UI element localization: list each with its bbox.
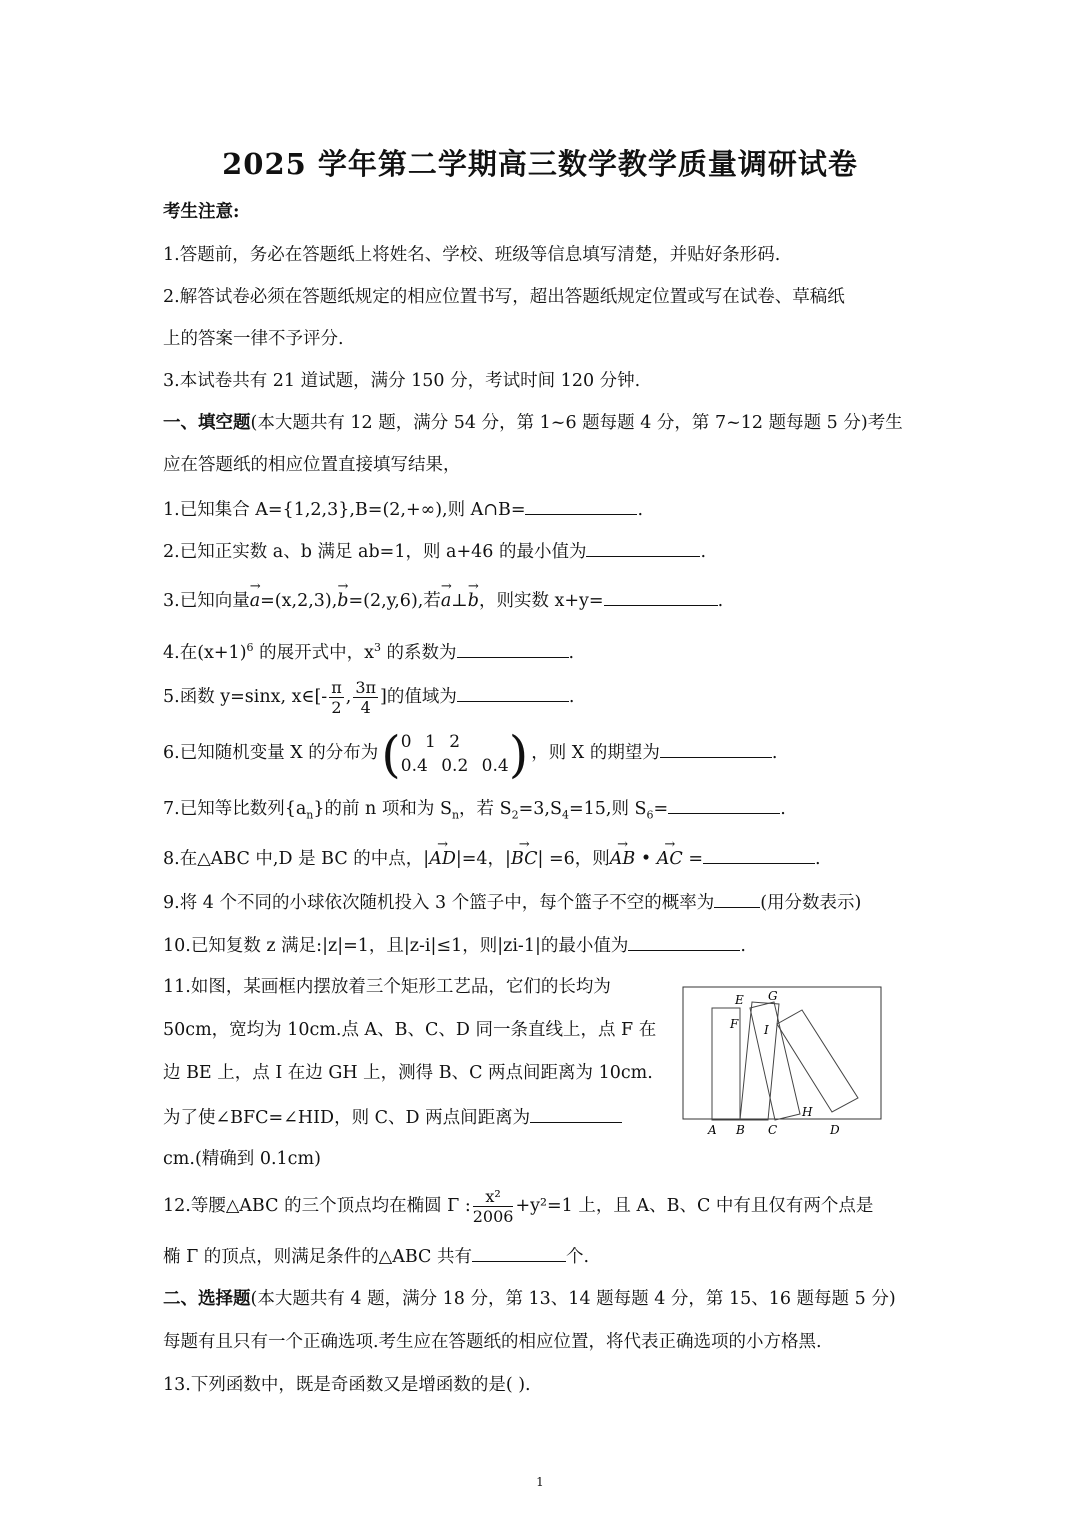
fraction-numerator: π	[331, 678, 342, 697]
craft-rect-2	[740, 1002, 779, 1120]
subscript-n: n	[451, 808, 460, 822]
question-7-text-b: }的前 n 项和为 S	[313, 799, 452, 819]
question-13: 13.下列函数中，既是奇函数又是增函数的是( ).	[163, 1375, 531, 1395]
vector-b: → b	[337, 589, 348, 613]
question-3: 3.已知向量→ a=(x,2,3),→ b=(2,y,6),若→ a⊥→ b，则实数 x+y= .	[163, 587, 723, 613]
label-C: C	[768, 1123, 778, 1137]
answer-blank-11[interactable]	[530, 1104, 622, 1123]
section1-heading: 一、填空题	[163, 413, 251, 433]
question-11-line-3: 边 BE 上，点 I 在边 GH 上，测得 B、C 两点间距离为 10cm.	[163, 1063, 653, 1083]
notice-item-2-cont: 上的答案一律不予评分.	[163, 329, 344, 349]
question-7-text-a: 7.已知等比数列{a	[163, 799, 307, 819]
answer-blank-7[interactable]	[668, 795, 780, 814]
question-8-text-c: | =6，则	[537, 849, 610, 869]
question-3-text-e: ，则实数 x+y=	[478, 591, 604, 611]
question-5: 5.函数 y=sinx, x∈[- $\frac{\pi}{2}$ , $\frac{3\pi}{4}$ ]的值域为 .	[163, 678, 575, 717]
question-8-text-a: 8.在△ABC 中,D 是 BC 的中点，|	[163, 849, 430, 869]
question-7-text-c: ，若 S	[459, 799, 512, 819]
section2-desc-cont: 每题有且只有一个正确选项.考生应在答题纸的相应位置，将代表正确选项的小方格黑.	[163, 1332, 822, 1352]
fraction-numerator: x²	[473, 1187, 514, 1207]
question-6-text-a: 6.已知随机变量 X 的分布为	[163, 743, 379, 763]
question-12-text-a: 12.等腰△ABC 的三个顶点均在椭圆 Γ :	[163, 1196, 471, 1216]
question-4: 4.在$(x+1)^6$ 的展开式中，$x^3$ 的系数为 .	[163, 636, 574, 665]
question-3-text-a: 3.已知向量	[163, 591, 250, 611]
answer-blank-10[interactable]	[628, 932, 740, 951]
answer-blank-3[interactable]	[604, 587, 718, 606]
perp-symbol: ⊥	[451, 591, 468, 611]
question-3-text-c: =(2,y,6),若	[348, 591, 441, 611]
vector-BC: → BC	[511, 847, 538, 871]
label-H: H	[802, 1105, 813, 1119]
subscript-6: 6	[646, 808, 654, 822]
fraction-numerator: 3π	[355, 678, 377, 697]
q11-figure	[682, 986, 882, 1137]
answer-blank-12[interactable]	[472, 1243, 566, 1262]
label-B: B	[736, 1123, 745, 1137]
question-10: 10.已知复数 z 满足:|z|=1，且|z-i|≤1，则|zi-1|的最小值为 .	[163, 932, 746, 958]
question-8-text-b: |=4，|	[455, 849, 511, 869]
craft-rect-2b	[750, 1002, 800, 1120]
notice-item-1: 1.答题前，务必在答题纸上将姓名、学校、班级等信息填写清楚，并贴好条形码.	[163, 245, 781, 265]
vector-AD: → AD	[429, 847, 456, 871]
answer-blank-9[interactable]	[714, 889, 760, 908]
fraction-pi-over-2	[329, 678, 344, 717]
dot-product: •	[635, 849, 657, 869]
exponent-3: 3	[373, 641, 381, 654]
vector-a: → a	[250, 589, 260, 613]
matrix-row-probabilities: 0.4 0.2 0.4	[400, 756, 509, 776]
question-11-line-4	[163, 1104, 622, 1130]
question-12-text-c: 椭 Γ 的顶点，则满足条件的△ABC 共有	[163, 1247, 473, 1267]
label-E: E	[735, 993, 744, 1007]
section1-header	[163, 411, 903, 435]
question-12-text-b: +y²=1 上，且 A、B、C 中有且仅有两个点是	[515, 1196, 874, 1216]
fraction-denominator: 2	[331, 698, 342, 717]
vector-AB: → AB	[610, 847, 636, 871]
answer-blank-2[interactable]	[586, 538, 700, 557]
section2-header	[163, 1287, 896, 1311]
fraction-3pi-over-4	[353, 678, 378, 717]
subscript-2: 2	[511, 808, 519, 822]
label-D: D	[830, 1123, 840, 1137]
fraction-denominator: 4	[360, 698, 371, 717]
question-10-text: 10.已知复数 z 满足:|z|=1，且|z-i|≤1，则|zi-1|的最小值为	[163, 936, 629, 956]
question-9-tail: (用分数表示)	[760, 893, 862, 913]
subscript-n: n	[306, 808, 314, 822]
notice-heading: 考生注意:	[163, 202, 240, 222]
question-1-text: 1.已知集合 A={1,2,3},B=(2,+∞),则 A∩B=	[163, 500, 526, 520]
answer-blank-5[interactable]	[457, 683, 569, 702]
question-7-text-f: =	[653, 799, 669, 819]
question-2: 2.已知正实数 a、b 满足 ab=1，则 a+46 的最小值为 .	[163, 538, 706, 564]
question-11-line-1: 11.如图，某画框内摆放着三个矩形工艺品，它们的长均为	[163, 977, 611, 997]
question-11-text-4: 为了使∠BFC=∠HID，则 C、D 两点间距离为	[163, 1108, 531, 1128]
distribution-matrix: ( 0 1 2 0.4 0.2 0.4 )	[381, 725, 529, 783]
label-F: F	[730, 1017, 739, 1031]
section1-desc-cont: 应在答题纸的相应位置直接填写结果，	[163, 455, 461, 475]
label-A: A	[708, 1123, 717, 1137]
question-8-text-d: =	[682, 849, 704, 869]
answer-blank-6[interactable]	[660, 739, 772, 758]
vector-AC: → AC	[657, 847, 683, 871]
subscript-4: 4	[561, 808, 569, 822]
page-number: 1	[536, 1475, 544, 1489]
fraction-denominator: 2006	[472, 1207, 514, 1226]
notice-item-2: 2.解答试卷必须在答题纸规定的相应位置书写，超出答题纸规定位置或写在试卷、草稿纸	[163, 287, 845, 307]
matrix-row-values: 0 1 2	[400, 732, 461, 752]
question-5-text-a: 5.函数 y=sinx, x∈[-	[163, 687, 328, 707]
question-2-text: 2.已知正实数 a、b 满足 ab=1，则 a+46 的最小值为	[163, 542, 587, 562]
answer-blank-8[interactable]	[703, 845, 815, 864]
section2-heading: 二、选择题	[163, 1289, 251, 1309]
answer-blank-4[interactable]	[457, 639, 569, 658]
question-6-text-b: ，则 X 的期望为	[531, 743, 660, 763]
question-8: 8.在△ABC 中,D 是 BC 的中点，|→ AD|=4，|→ BC| =6，则→ AB • → AC = .	[163, 845, 821, 871]
question-9	[163, 889, 861, 915]
frame-rect	[683, 987, 881, 1119]
question-7: 7.已知等比数列$\{a_n\}$的前 n 项和为 $S_n$，若 $S_2=3,S_4=15$,则 $S_6=$ .	[163, 795, 786, 828]
question-4-text-a: 4.在(x+1)	[163, 642, 247, 663]
question-11-line-2: 50cm，宽均为 10cm.点 A、B、C、D 同一条直线上，点 F 在	[163, 1020, 657, 1040]
vector-a-ref: → a	[441, 589, 451, 613]
question-12-tail: 个.	[566, 1247, 590, 1267]
notice-item-3: 3.本试卷共有 21 道试题，满分 150 分，考试时间 120 分钟.	[163, 371, 641, 391]
question-4-text-c: 的系数为	[380, 642, 457, 663]
page-title: 2025 学年第二学期高三数学教学质量调研试卷	[222, 147, 858, 181]
section1-desc: (本大题共有 12 题，满分 54 分，第 1~6 题每题 4 分，第 7~12 题每题 5 分)考生	[250, 413, 903, 433]
question-11-line-5: cm.(精确到 0.1cm)	[163, 1149, 321, 1169]
question-6: 6.已知随机变量 X 的分布为( 0 1 2 0.4 0.2 0.4 ) ，则 X 的期望为 .	[163, 725, 778, 783]
section2-desc: (本大题共有 4 题，满分 18 分，第 13、14 题每题 4 分，第 15、16 题每题 5 分)	[250, 1289, 896, 1309]
question-7-text-e: =15,则 S	[568, 799, 647, 819]
question-5-text-b: ]的值域为	[380, 687, 457, 707]
label-G: G	[768, 989, 778, 1003]
answer-blank-1[interactable]	[525, 496, 637, 515]
question-9-text: 9.将 4 个不同的小球依次随机投入 3 个篮子中，每个篮子不空的概率为	[163, 893, 715, 913]
vector-b-ref: → b	[468, 589, 479, 613]
question-7-text-d: =3,S	[518, 799, 562, 819]
question-4-text-b: 的展开式中，x	[253, 642, 374, 663]
question-12	[163, 1184, 873, 1228]
question-1: 1.已知集合 A={1,2,3},B=(2,+∞),则 A∩B= .	[163, 496, 643, 522]
label-I: I	[764, 1023, 769, 1037]
exponent-6: 6	[246, 641, 254, 654]
ellipse-fraction	[473, 1187, 514, 1226]
question-3-text-b: =(x,2,3),	[260, 591, 338, 611]
question-12-line-2	[163, 1243, 589, 1269]
